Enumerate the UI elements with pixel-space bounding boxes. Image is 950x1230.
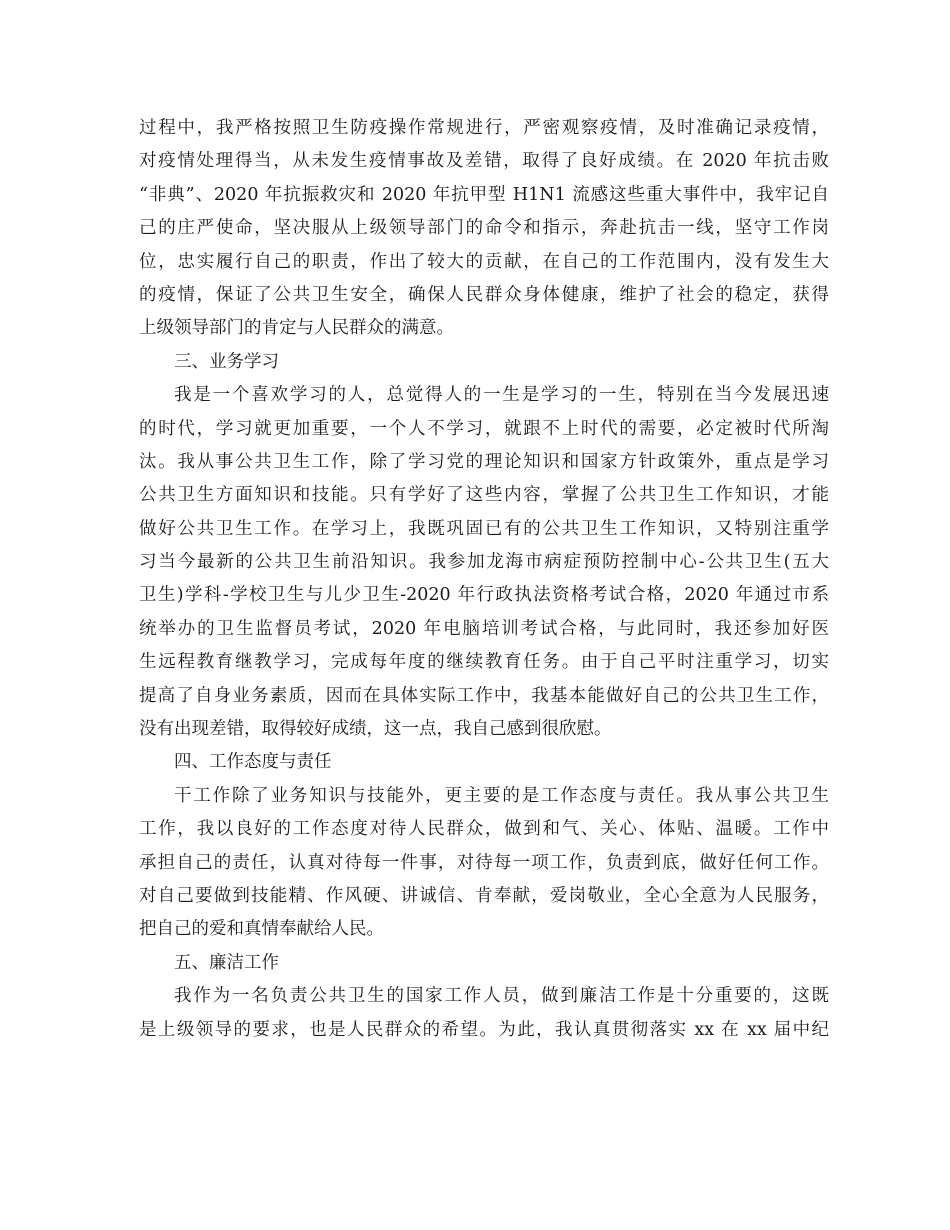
paragraph-line: 汰。我从事公共卫生工作，除了学习党的理论知识和国家方针政策外，重点是学习 (139, 451, 829, 472)
paragraph-line: 卫生)学科-学校卫生与儿少卫生-2020 年行政执法资格考试合格，2020 年通过市系 (139, 585, 829, 606)
paragraph-line: 干工作除了业务知识与技能外，更主要的是工作态度与责任。我从事公共卫生 (174, 785, 829, 806)
paragraph-line: 我是一个喜欢学习的人，总觉得人的一生是学习的一生，特别在当今发展迅速 (174, 385, 829, 406)
paragraph-line: 公共卫生方面知识和技能。只有学好了这些内容，掌握了公共卫生工作知识，才能 (139, 485, 829, 506)
paragraph-line: 统举办的卫生监督员考试，2020 年电脑培训考试合格，与此同时，我还参加好医 (139, 618, 829, 639)
paragraph-line: 位，忠实履行自己的职责，作出了较大的贡献，在自己的工作范围内，没有发生大 (139, 251, 829, 272)
paragraph-line: 把自己的爱和真情奉献给人民。 (139, 919, 384, 940)
paragraph-line: 是上级领导的要求，也是人民群众的希望。为此，我认真贯彻落实 xx 在 xx 届中纪 (139, 1019, 829, 1040)
paragraph-line: 承担自己的责任，认真对待每一件事，对待每一项工作，负责到底，做好任何工作。 (139, 852, 829, 873)
section-heading: 五、廉洁工作 (174, 952, 279, 973)
section-heading: 三、业务学习 (174, 351, 279, 372)
paragraph-line: 工作，我以良好的工作态度对待人民群众，做到和气、关心、体贴、温暖。工作中 (139, 819, 829, 840)
paragraph-line: 我作为一名负责公共卫生的国家工作人员，做到廉洁工作是十分重要的，这既 (174, 986, 829, 1007)
paragraph-line: 提高了自身业务素质，因而在具体实际工作中，我基本能做好自己的公共卫生工作， (139, 685, 829, 706)
paragraph-line: 做好公共卫生工作。在学习上，我既巩固已有的公共卫生工作知识，又特别注重学 (139, 518, 829, 539)
paragraph-line: 的疫情，保证了公共卫生安全，确保人民群众身体健康，维护了社会的稳定，获得 (139, 284, 829, 305)
document-body (139, 112, 829, 1047)
paragraph-line: 没有出现差错，取得较好成绩，这一点，我自己感到很欣慰。 (139, 719, 612, 740)
paragraph-line: 对疫情处理得当，从未发生疫情事故及差错，取得了良好成绩。在 2020 年抗击败 (139, 151, 829, 172)
paragraph-line: 己的庄严使命，坚决服从上级领导部门的命令和指示，奔赴抗击一线，坚守工作岗 (139, 218, 829, 239)
paragraph-line: 过程中，我严格按照卫生防疫操作常规进行，严密观察疫情，及时准确记录疫情， (139, 118, 829, 138)
paragraph-line: 生远程教育继教学习，完成每年度的继续教育任务。由于自己平时注重学习，切实 (139, 652, 829, 673)
paragraph-line: “非典”、2020 年抗振救灾和 2020 年抗甲型 H1N1 流感这些重大事件中，我牢记自 (139, 184, 829, 205)
paragraph-line: 上级领导部门的肯定与人民群众的满意。 (139, 318, 454, 339)
paragraph-line: 习当今最新的公共卫生前沿知识。我参加龙海市病症预防控制中心-公共卫生(五大 (139, 552, 829, 573)
section-heading: 四、工作态度与责任 (174, 752, 332, 773)
paragraph-line: 的时代，学习就更加重要，一个人不学习，就跟不上时代的需要，必定被时代所淘 (139, 418, 829, 439)
paragraph-line: 对自己要做到技能精、作风硬、讲诚信、肯奉献，爱岗敬业，全心全意为人民服务， (139, 885, 829, 906)
